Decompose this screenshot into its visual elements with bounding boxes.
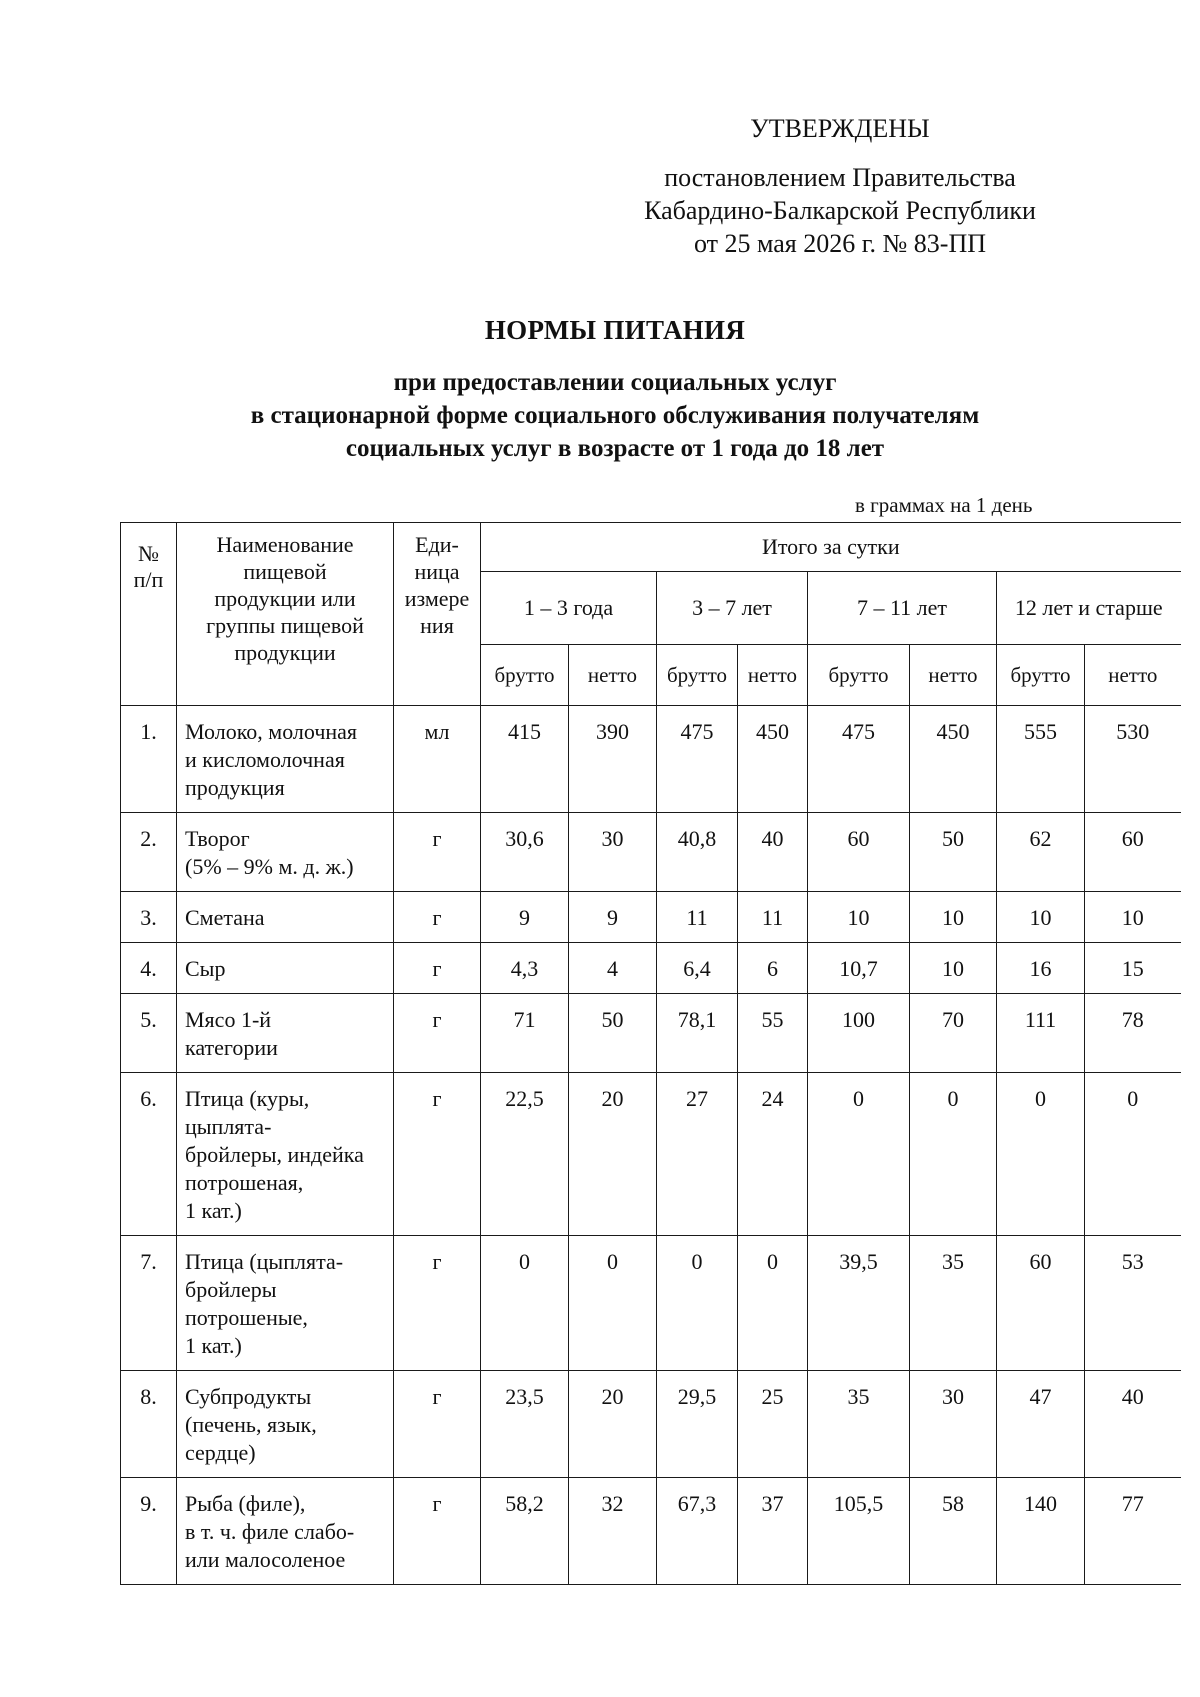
product-name-line: бройлеры <box>185 1277 277 1302</box>
header-number <box>121 523 177 706</box>
gross-value: 62 <box>997 813 1085 892</box>
product-name-line: Рыба (филе), <box>185 1491 306 1516</box>
gross-value: 10,7 <box>808 943 910 994</box>
row-number: 1. <box>121 706 177 813</box>
header-gross: брутто <box>997 645 1085 706</box>
product-name-line: Мясо 1-й <box>185 1007 272 1032</box>
approval-block <box>600 112 1080 260</box>
gross-value: 6,4 <box>657 943 738 994</box>
net-value: 15 <box>1085 943 1181 994</box>
approval-line: Кабардино-Балкарской Республики <box>644 196 1036 225</box>
row-number: 5. <box>121 994 177 1073</box>
gross-value: 60 <box>808 813 910 892</box>
header-number-line: № <box>138 541 159 566</box>
header-net: нетто <box>910 645 997 706</box>
net-value: 530 <box>1085 706 1181 813</box>
row-number: 8. <box>121 1371 177 1478</box>
gross-value: 78,1 <box>657 994 738 1073</box>
unit-of-measure: мл <box>394 706 481 813</box>
header-number-line: п/п <box>133 567 164 592</box>
approval-title: УТВЕРЖДЕНЫ <box>750 114 930 143</box>
table-row <box>121 943 1181 994</box>
gross-value: 10 <box>808 892 910 943</box>
product-name-line: Творог <box>185 826 250 851</box>
header-net: нетто <box>1085 645 1181 706</box>
net-value: 10 <box>1085 892 1181 943</box>
gross-value: 11 <box>657 892 738 943</box>
product-name-line: бройлеры, индейка <box>185 1142 364 1167</box>
approval-line: постановлением Правительства <box>664 163 1016 192</box>
net-value: 32 <box>569 1478 657 1585</box>
gross-value: 23,5 <box>481 1371 569 1478</box>
table-body <box>121 706 1181 1585</box>
header-net: нетто <box>738 645 808 706</box>
gross-value: 4,3 <box>481 943 569 994</box>
net-value: 50 <box>910 813 997 892</box>
row-number: 9. <box>121 1478 177 1585</box>
gross-value: 111 <box>997 994 1085 1073</box>
net-value: 24 <box>738 1073 808 1236</box>
net-value: 0 <box>738 1236 808 1371</box>
product-name <box>177 1236 394 1371</box>
net-value: 4 <box>569 943 657 994</box>
product-name-line: потрошеная, <box>185 1170 304 1195</box>
product-name-line: Сметана <box>185 905 265 930</box>
net-value: 40 <box>738 813 808 892</box>
gross-value: 30,6 <box>481 813 569 892</box>
gross-value: 100 <box>808 994 910 1073</box>
net-value: 6 <box>738 943 808 994</box>
net-value: 20 <box>569 1073 657 1236</box>
header-product-name <box>177 523 394 706</box>
product-name-line: Птица (куры, <box>185 1086 310 1111</box>
product-name <box>177 1478 394 1585</box>
product-name <box>177 813 394 892</box>
row-number: 4. <box>121 943 177 994</box>
table-row <box>121 994 1181 1073</box>
net-value: 11 <box>738 892 808 943</box>
net-value: 37 <box>738 1478 808 1585</box>
gross-value: 475 <box>657 706 738 813</box>
product-name-line: 1 кат.) <box>185 1333 242 1358</box>
table-row <box>121 1371 1181 1478</box>
net-value: 450 <box>738 706 808 813</box>
gross-value: 35 <box>808 1371 910 1478</box>
table-row <box>121 1236 1181 1371</box>
gross-value: 10 <box>997 892 1085 943</box>
header-age-group: 12 лет и старше <box>997 572 1181 645</box>
net-value: 60 <box>1085 813 1181 892</box>
net-value: 10 <box>910 892 997 943</box>
header-unit-line: ния <box>420 613 454 638</box>
gross-value: 0 <box>481 1236 569 1371</box>
gross-value: 0 <box>997 1073 1085 1236</box>
net-value: 30 <box>569 813 657 892</box>
header-gross: брутто <box>657 645 738 706</box>
net-value: 0 <box>1085 1073 1181 1236</box>
table-header <box>121 523 1181 706</box>
product-name <box>177 1371 394 1478</box>
net-value: 390 <box>569 706 657 813</box>
net-value: 77 <box>1085 1478 1181 1585</box>
net-value: 50 <box>569 994 657 1073</box>
unit-of-measure: г <box>394 1478 481 1585</box>
unit-of-measure: г <box>394 943 481 994</box>
gross-value: 555 <box>997 706 1085 813</box>
gross-value: 58,2 <box>481 1478 569 1585</box>
product-name-line: Молоко, молочная <box>185 719 358 744</box>
net-value: 58 <box>910 1478 997 1585</box>
header-unit <box>394 523 481 706</box>
product-name-line: цыплята- <box>185 1114 272 1139</box>
header-gross: брутто <box>481 645 569 706</box>
header-name-line: продукции <box>234 640 336 665</box>
product-name <box>177 994 394 1073</box>
gross-value: 0 <box>657 1236 738 1371</box>
header-age-group: 3 – 7 лет <box>657 572 808 645</box>
units-note: в граммах на 1 день <box>855 493 1033 517</box>
net-value: 9 <box>569 892 657 943</box>
product-name <box>177 892 394 943</box>
header-name-line: группы пищевой <box>206 613 364 638</box>
table-row <box>121 892 1181 943</box>
header-unit-line: измере <box>404 586 470 611</box>
gross-value: 39,5 <box>808 1236 910 1371</box>
product-name-line: категории <box>185 1035 278 1060</box>
product-name-line: 1 кат.) <box>185 1198 242 1223</box>
product-name-line: Субпродукты <box>185 1384 312 1409</box>
product-name-line: в т. ч. филе слабо- <box>185 1519 355 1544</box>
table-row <box>121 1073 1181 1236</box>
header-daily-total: Итого за сутки <box>481 523 1181 572</box>
product-name-line: и кисломолочная <box>185 747 345 772</box>
unit-of-measure: г <box>394 994 481 1073</box>
unit-of-measure: г <box>394 813 481 892</box>
gross-value: 415 <box>481 706 569 813</box>
product-name-line: потрошеные, <box>185 1305 308 1330</box>
document-subtitle-line: в стационарной форме социального обслуживания получателям <box>250 402 980 429</box>
net-value: 10 <box>910 943 997 994</box>
document-subtitle-line: социальных услуг в возрасте от 1 года до 18 лет <box>345 435 885 462</box>
document-subtitle-line: при предоставлении социальных услуг <box>393 369 837 396</box>
net-value: 35 <box>910 1236 997 1371</box>
product-name-line: продукция <box>185 775 285 800</box>
gross-value: 140 <box>997 1478 1085 1585</box>
product-name-line: или малосоленое <box>185 1547 346 1572</box>
unit-of-measure: г <box>394 1073 481 1236</box>
gross-value: 27 <box>657 1073 738 1236</box>
row-number: 7. <box>121 1236 177 1371</box>
gross-value: 47 <box>997 1371 1085 1478</box>
row-number: 2. <box>121 813 177 892</box>
net-value: 450 <box>910 706 997 813</box>
net-value: 0 <box>910 1073 997 1236</box>
header-unit-line: ница <box>414 559 460 584</box>
unit-of-measure: г <box>394 1371 481 1478</box>
table-row <box>121 813 1181 892</box>
row-number: 3. <box>121 892 177 943</box>
header-name-line: пищевой <box>243 559 327 584</box>
net-value: 53 <box>1085 1236 1181 1371</box>
nutrition-norms-table <box>120 522 1181 1585</box>
net-value: 78 <box>1085 994 1181 1073</box>
gross-value: 0 <box>808 1073 910 1236</box>
header-name-line: продукции или <box>214 586 356 611</box>
header-name-line: Наименование <box>216 532 354 557</box>
gross-value: 22,5 <box>481 1073 569 1236</box>
document-heading <box>120 315 1110 465</box>
document-title: НОРМЫ ПИТАНИЯ <box>484 315 746 345</box>
net-value: 30 <box>910 1371 997 1478</box>
gross-value: 67,3 <box>657 1478 738 1585</box>
approval-date: от 25 мая 2026 г. № 83-ПП <box>693 229 987 258</box>
header-unit-line: Еди- <box>415 532 459 557</box>
gross-value: 60 <box>997 1236 1085 1371</box>
unit-of-measure: г <box>394 1236 481 1371</box>
header-age-group: 7 – 11 лет <box>808 572 997 645</box>
gross-value: 40,8 <box>657 813 738 892</box>
gross-value: 105,5 <box>808 1478 910 1585</box>
header-gross: брутто <box>808 645 910 706</box>
net-value: 25 <box>738 1371 808 1478</box>
product-name-line: Сыр <box>185 956 226 981</box>
product-name <box>177 1073 394 1236</box>
gross-value: 16 <box>997 943 1085 994</box>
row-number: 6. <box>121 1073 177 1236</box>
header-age-group: 1 – 3 года <box>481 572 657 645</box>
product-name-line: сердце) <box>185 1440 256 1465</box>
gross-value: 71 <box>481 994 569 1073</box>
net-value: 55 <box>738 994 808 1073</box>
table-row <box>121 706 1181 813</box>
header-net: нетто <box>569 645 657 706</box>
product-name-line: (печень, язык, <box>185 1412 317 1437</box>
gross-value: 475 <box>808 706 910 813</box>
net-value: 40 <box>1085 1371 1181 1478</box>
gross-value: 29,5 <box>657 1371 738 1478</box>
product-name-line: Птица (цыплята- <box>185 1249 344 1274</box>
table-row <box>121 1478 1181 1585</box>
gross-value: 9 <box>481 892 569 943</box>
product-name-line: (5% – 9% м. д. ж.) <box>185 854 354 879</box>
unit-of-measure: г <box>394 892 481 943</box>
net-value: 0 <box>569 1236 657 1371</box>
product-name <box>177 706 394 813</box>
net-value: 70 <box>910 994 997 1073</box>
net-value: 20 <box>569 1371 657 1478</box>
product-name <box>177 943 394 994</box>
